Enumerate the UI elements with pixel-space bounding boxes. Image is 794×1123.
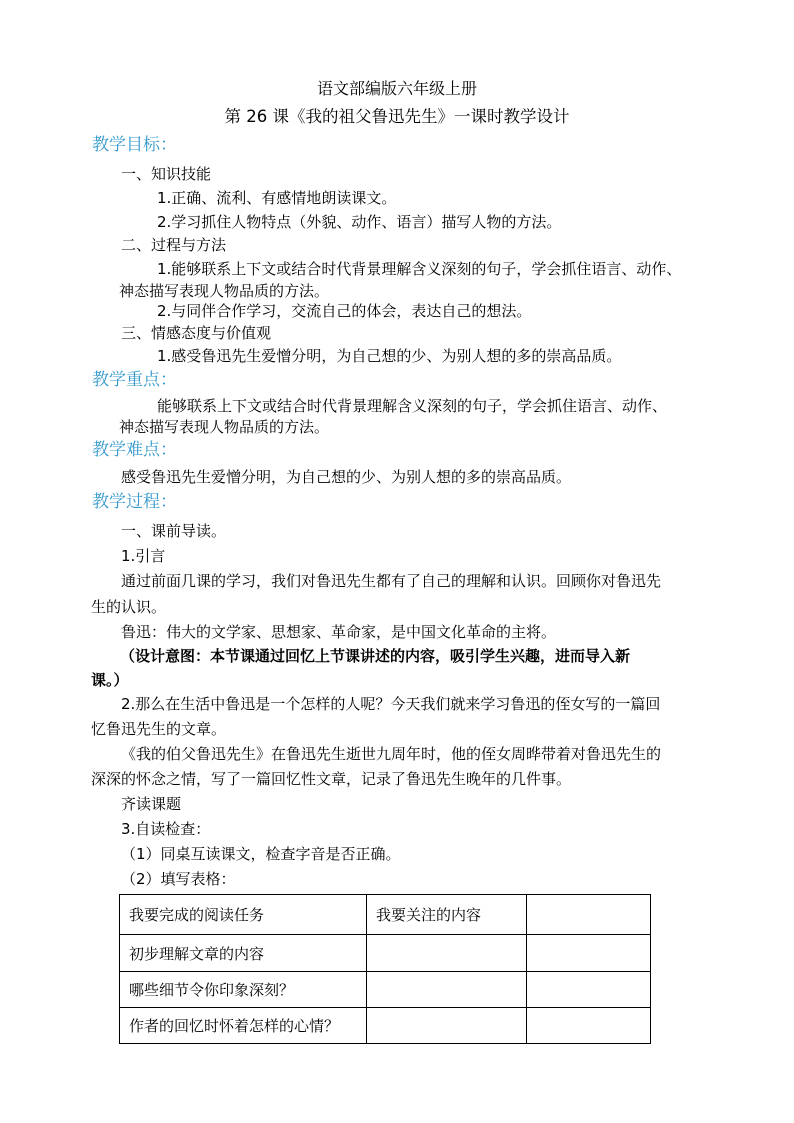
goals-section-1-title: 一、知识技能 (121, 165, 212, 183)
question-2-line-1: 2.那么在生活中鲁迅是一个怎样的人呢？今天我们就来学习鲁迅的侄女写的一篇回 (121, 695, 661, 713)
key-points-heading: 教学重点： (92, 370, 177, 390)
design-intent-line-1: （设计意图：本节课通过回忆上节课讲述的内容，吸引学生兴趣，进而导入新 (120, 647, 631, 665)
book-intro-line-1: 《我的伯父鲁迅先生》在鲁迅先生逝世九周年时，他的侄女周晔带着对鲁迅先生的 (121, 745, 662, 763)
difficulty-heading: 教学难点： (92, 440, 177, 460)
book-intro-line-2: 深深的怀念之情，写了一篇回忆性文章，记录了鲁迅先生晚年的几件事。 (91, 770, 572, 788)
table-cell (367, 972, 527, 1008)
process-step-1: 一、课前导读。 (121, 522, 227, 540)
key-points-line-2: 神态描写表现人物品质的方法。 (119, 418, 330, 436)
luxun-description: 鲁迅：伟大的文学家、思想家、革命家，是中国文化革命的主将。 (121, 623, 557, 641)
table-cell: 作者的回忆时怀着怎样的心情？ (120, 1008, 367, 1044)
table-cell: 我要关注的内容 (367, 895, 527, 935)
goals-section-2-item-1-line-1: 1.能够联系上下文或结合时代背景理解含义深刻的句子，学会抓住语言、动作、 (157, 260, 682, 278)
table-cell: 初步理解文章的内容 (120, 935, 367, 972)
table-cell (527, 935, 651, 972)
intro-line-1: 通过前面几课的学习，我们对鲁迅先生都有了自己的理解和认识。回顾你对鲁迅先 (121, 572, 662, 590)
goals-section-2-item-2: 2.与同伴合作学习，交流自己的体会，表达自己的想法。 (157, 302, 532, 320)
goals-section-3-item-1: 1.感受鲁迅先生爱憎分明，为自己想的少、为别人想的多的崇高品质。 (157, 347, 622, 365)
read-title: 齐读课题 (121, 795, 182, 813)
check-item-1: （1）同桌互读课文，检查字音是否正确。 (121, 845, 401, 863)
table-row (120, 935, 651, 972)
goals-section-2-item-1-line-2: 神态描写表现人物品质的方法。 (119, 282, 330, 300)
question-2-line-2: 忆鲁迅先生的文章。 (91, 720, 227, 738)
intro-label: 1.引言 (121, 547, 166, 565)
table-cell: 我要完成的阅读任务 (120, 895, 367, 935)
table-cell (527, 1008, 651, 1044)
table-row (120, 895, 651, 935)
table-cell: 哪些细节令你印象深刻？ (120, 972, 367, 1008)
goals-section-3-title: 三、情感态度与价值观 (121, 324, 272, 342)
table-cell (367, 935, 527, 972)
table-cell (527, 972, 651, 1008)
process-heading: 教学过程： (92, 492, 177, 512)
table-cell (367, 1008, 527, 1044)
self-check-label: 3.自读检查： (121, 820, 211, 838)
lesson-title: 第 26 课《我的祖父鲁迅先生》一课时教学设计 (224, 107, 570, 126)
difficulty-line: 感受鲁迅先生爱憎分明，为自己想的少、为别人想的多的崇高品质。 (121, 468, 572, 486)
goals-section-1-item-1: 1.正确、流利、有感情地朗读课文。 (157, 189, 397, 207)
goals-heading: 教学目标： (92, 135, 177, 155)
goals-section-2-title: 二、过程与方法 (121, 236, 227, 254)
intro-line-2: 生的认识。 (91, 598, 167, 616)
check-item-2: （2）填写表格： (121, 870, 236, 888)
table-row (120, 972, 651, 1008)
table-row (120, 1008, 651, 1044)
reading-task-table (119, 894, 651, 1044)
document-title: 语文部编版六年级上册 (316, 79, 477, 98)
key-points-line-1: 能够联系上下文或结合时代背景理解含义深刻的句子，学会抓住语言、动作、 (157, 397, 668, 415)
table-cell (527, 895, 651, 935)
goals-section-1-item-2: 2.学习抓住人物特点（外貌、动作、语言）描写人物的方法。 (157, 213, 562, 231)
design-intent-line-2: 课。） (91, 671, 129, 689)
